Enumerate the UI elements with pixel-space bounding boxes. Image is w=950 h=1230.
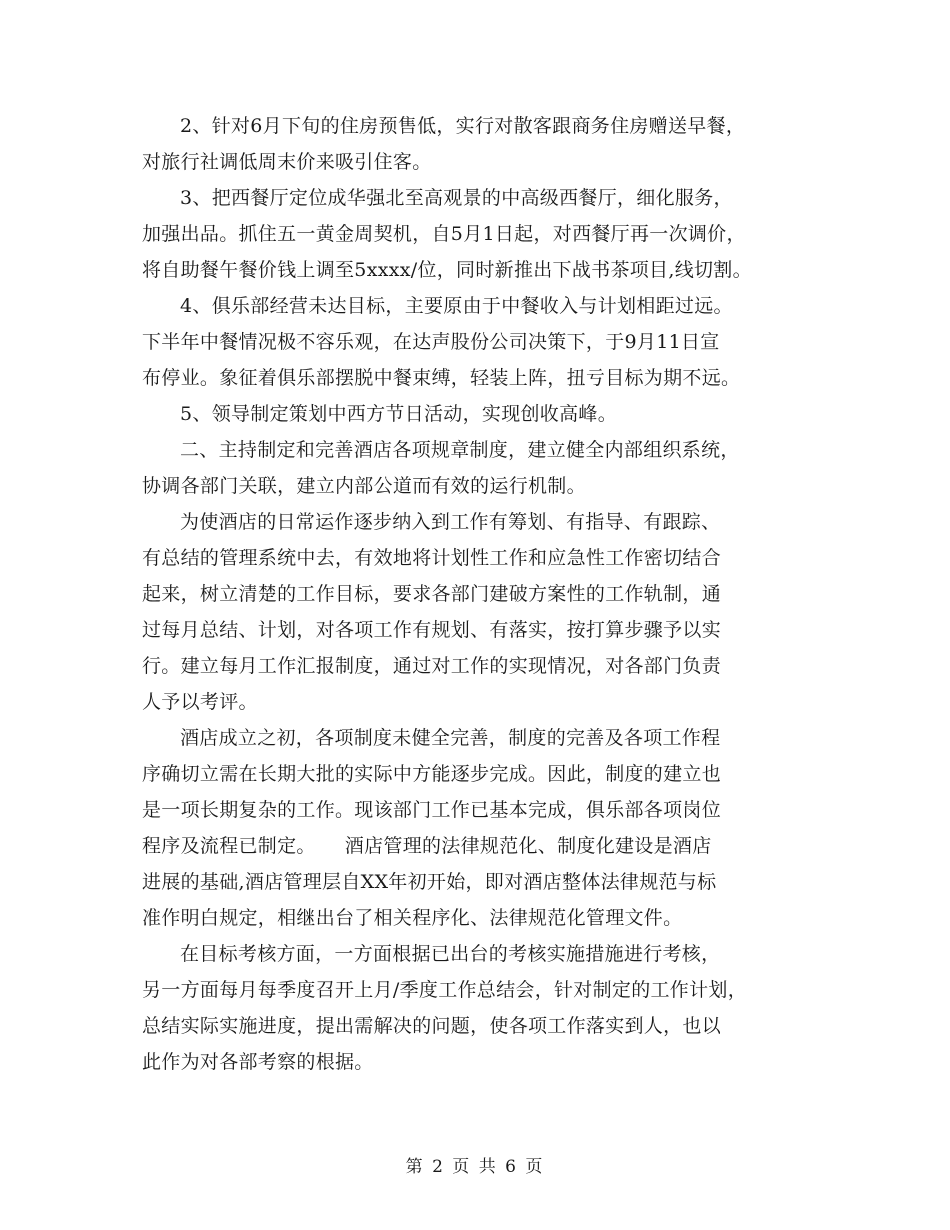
text-line: 为使酒店的日常运作逐步纳入到工作有筹划、有指导、有跟踪、 xyxy=(180,511,721,533)
text-line: 过每月总结、计划，对各项工作有规划、有落实，按打算步骤予以实 xyxy=(142,619,722,641)
text-line: 加强出品。抓住五一黄金周契机，自5月1日起，对西餐厅再一次调价， xyxy=(142,223,746,245)
text-line: 起来，树立清楚的工作目标，要求各部门建破方案性的工作轨制，通 xyxy=(142,583,722,605)
page-number-footer: 第 2 页 共 6 页 xyxy=(405,1157,545,1177)
text-line: 另一方面每月每季度召开上月/季度工作总结会，针对制定的工作计划， xyxy=(142,979,748,1001)
text-line: 程序及流程已制定。 酒店管理的法律规范化、制度化建设是酒店 xyxy=(142,835,712,857)
text-line: 总结实际实施进度，提出需解决的问题，使各项工作落实到人，也以 xyxy=(142,1015,722,1037)
text-line: 行。建立每月工作汇报制度，通过对工作的实现情况，对各部门负责 xyxy=(142,655,722,677)
section-heading: 二、主持制定和完善酒店各项规章制度，建立健全内部组织系统， xyxy=(180,439,740,461)
text-line: 布停业。象征着俱乐部摆脱中餐束缚，轻装上阵，扭亏目标为期不远。 xyxy=(142,367,741,389)
text-line: 准作明白规定，相继出台了相关程序化、法律规范化管理文件。 xyxy=(142,907,683,929)
text-line: 对旅行社调低周末价来吸引住客。 xyxy=(142,151,432,173)
text-line: 此作为对各部考察的根据。 xyxy=(142,1051,374,1073)
text-line: 酒店成立之初，各项制度未健全完善，制度的完善及各项工作程 xyxy=(180,727,721,749)
text-line: 将自助餐午餐价钱上调至5xxxx/位，同时新推出下战书茶项目,线切割。 xyxy=(142,259,752,281)
text-line: 3、把西餐厅定位成华强北至高观景的中高级西餐厅，细化服务， xyxy=(180,187,733,209)
document-body xyxy=(142,108,822,1080)
text-line: 有总结的管理系统中去，有效地将计划性工作和应急性工作密切结合 xyxy=(142,547,722,569)
text-line: 下半年中餐情况极不容乐观，在达声股份公司决策下，于9月11日宣 xyxy=(142,331,720,353)
text-line: 2、针对6月下旬的住房预售低，实行对散客跟商务住房赠送早餐， xyxy=(180,115,746,137)
text-line: 4、俱乐部经营未达目标，主要原由于中餐收入与计划相距过远。 xyxy=(180,295,733,317)
text-line: 在目标考核方面，一方面根据已出台的考核实施措施进行考核， xyxy=(180,943,721,965)
text-line: 进展的基础,酒店管理层自XX年初开始，即对酒店整体法律规范与标 xyxy=(142,871,717,893)
text-line: 人予以考评。 xyxy=(142,691,258,713)
text-line: 序确切立需在长期大批的实际中方能逐步完成。因此，制度的建立也 xyxy=(142,763,722,785)
section-heading: 协调各部门关联，建立内部公道而有效的运行机制。 xyxy=(142,475,586,497)
text-line: 是一项长期复杂的工作。现该部门工作已基本完成，俱乐部各项岗位 xyxy=(142,799,722,821)
text-line: 5、领导制定策划中西方节日活动，实现创收高峰。 xyxy=(180,403,617,425)
